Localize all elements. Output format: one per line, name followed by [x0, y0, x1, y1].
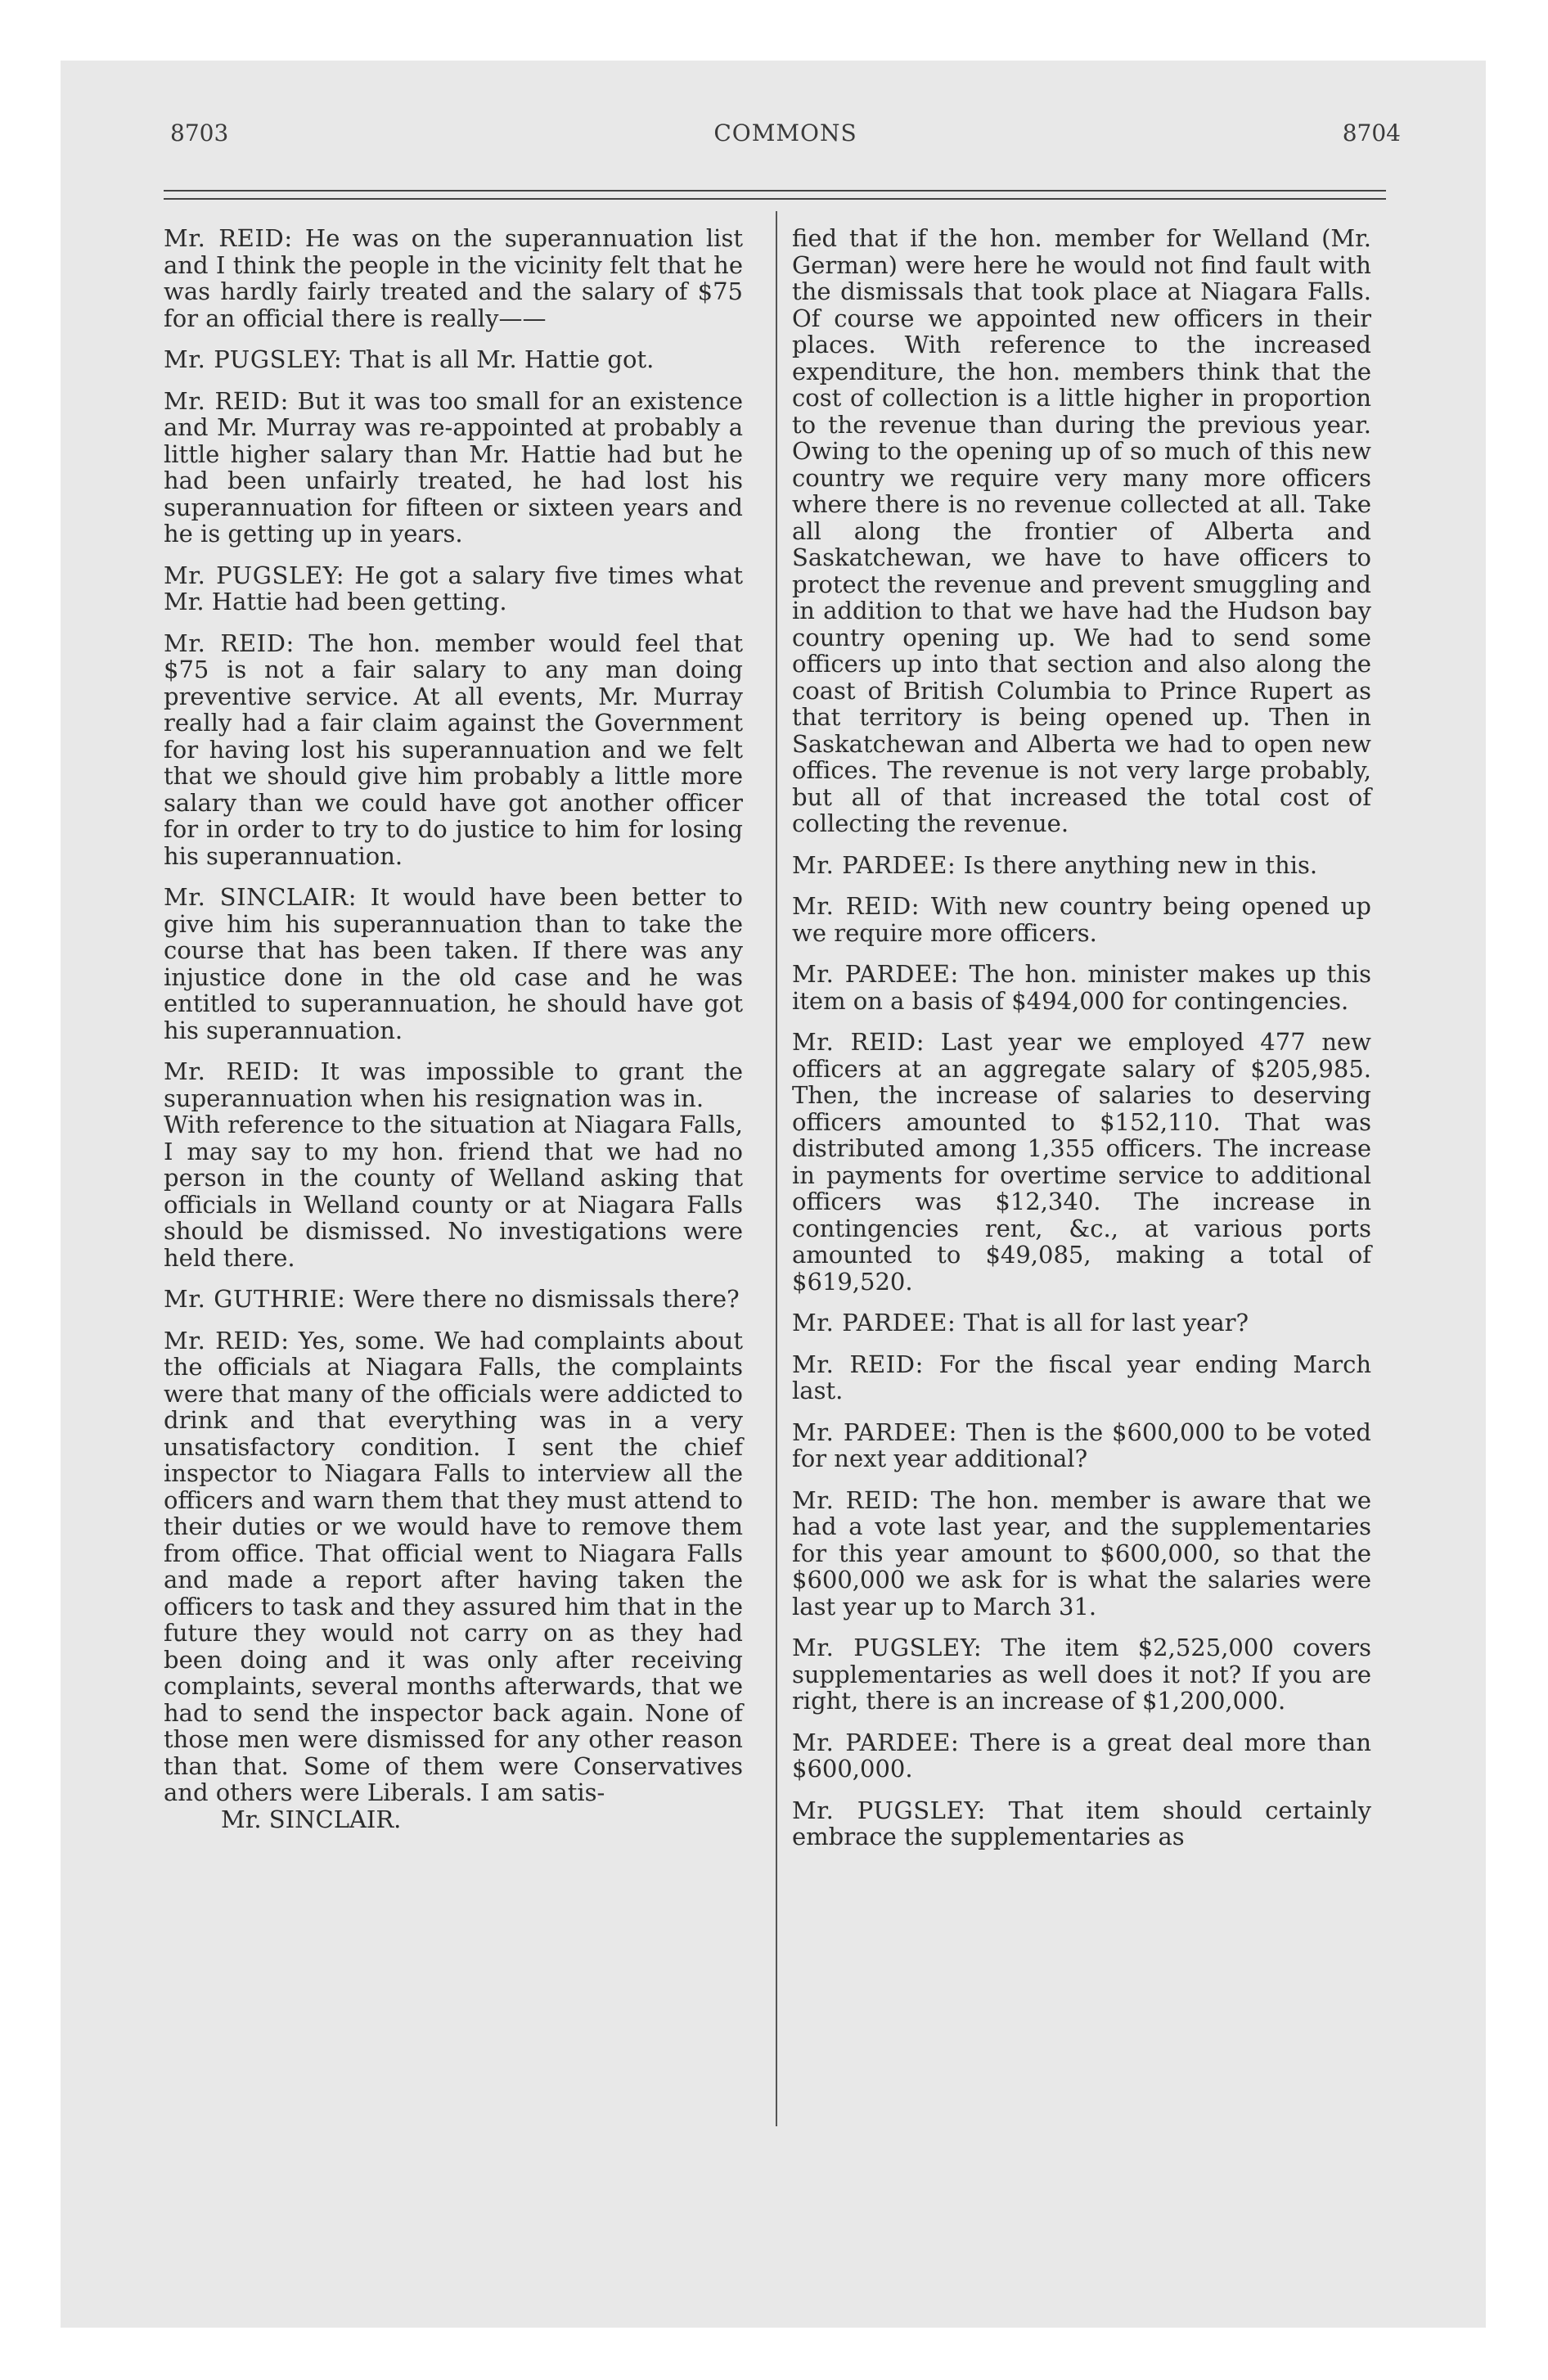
speech-text: There is a great deal more than $600,000.	[792, 1728, 1371, 1783]
speech-text: It was impossible to grant the superannuation when his resignation was in.	[164, 1057, 743, 1112]
speaker-name: Mr. REID:	[164, 224, 293, 252]
paragraph	[164, 1286, 743, 1313]
page-header	[170, 119, 1401, 152]
speaker-name: Mr. PARDEE:	[792, 960, 959, 988]
page-title: COMMONS	[713, 119, 857, 146]
paragraph	[164, 346, 743, 373]
paragraph	[792, 1729, 1371, 1783]
left-page-number: 8703	[170, 119, 229, 146]
column-divider	[776, 211, 777, 2126]
paragraph	[792, 1487, 1371, 1620]
paragraph	[164, 884, 743, 1044]
speaker-name: Mr. PUGSLEY:	[792, 1634, 983, 1661]
speaker-name: Mr. REID:	[164, 629, 295, 657]
speech-text: He got a salary five times what Mr. Hattie had been getting.	[164, 561, 744, 615]
speech-text: With reference to the situation at Niagara Falls, I may say to my hon. friend that we had no person in the county of Welland asking that officials in Welland county or at Niagara Falls should be dismissed. No investigations were held there.	[164, 1111, 743, 1272]
header-rule-bottom	[164, 198, 1386, 200]
speaker-name: Mr. REID:	[792, 1485, 920, 1514]
speaker-name: Mr. PUGSLEY:	[792, 1796, 986, 1824]
paragraph	[792, 852, 1371, 879]
speaker-name: Mr. REID:	[164, 1326, 290, 1355]
speech-text: Were there no dismissals there?	[353, 1285, 740, 1313]
speech-text: With new country being opened up we require more officers.	[792, 892, 1371, 947]
speech-text: The hon. minister makes up this item on a basis of $494,000 for contingencies.	[792, 960, 1372, 1015]
speaker-name: Mr. GUTHRIE:	[164, 1285, 346, 1313]
paragraph	[792, 1634, 1371, 1715]
speaker-name: Mr. PARDEE:	[792, 1418, 958, 1446]
paragraph	[792, 1309, 1371, 1336]
speaker-name: Mr. PARDEE:	[792, 850, 956, 879]
speaker-name: Mr. REID:	[164, 1057, 301, 1085]
speaker-name: Mr. PARDEE:	[792, 1309, 956, 1336]
speech-text: The hon. member is aware that we had a vote last year, and the supplementaries for this year amount to $600,000, so that the $600,000 we ask for is what the salaries were last year up to March 31.	[792, 1485, 1371, 1620]
paragraph	[792, 1351, 1371, 1404]
speech-text: The hon. member would feel that $75 is not a fair salary to any man doing preventive service. At all events, Mr. Murray really had a fair claim against the Government for having lost his superannuation and we felt that we should give him probably a little more salary than we could have got another officer for in order to try to do justice to him for losing his superannuation.	[164, 629, 743, 870]
paragraph	[792, 893, 1371, 946]
paragraph	[792, 1797, 1371, 1850]
speech-text: The item $2,525,000 covers supplementaries as well does it not? If you are right, there is an increase of $1,200,000.	[792, 1634, 1371, 1715]
speaker-name: Mr. PARDEE:	[792, 1728, 960, 1756]
speaker-name: Mr. REID:	[792, 1028, 925, 1056]
speaker-name: Mr. REID:	[164, 386, 289, 415]
speech-text: fied that if the hon. member for Welland (Mr. German) were here he would not find fault with the dismissals that took place at Niagara Falls. Of course we appointed new officers in their places. With reference to the increased expenditure, the hon. members think that the cost of collection is a little higher in proportion to the revenue than during the previous year. Owing to the opening up of so much of this new country we require very many more officers where there is no revenue collected at all. Take all along the frontier of Alberta and Saskatchewan, we have to have officers to protect the revenue and prevent smuggling and in addition to that we have had the Hudson bay country opening up. We had to send some officers up into that section and also along the coast of British Columbia to Prince Rupert as that territory is being opened up. Then in Saskatchewan and Alberta we had to open new offices. The revenue is not very large probably, but all of that increased the total cost of collecting the revenue.	[792, 224, 1371, 837]
paragraph	[164, 388, 743, 548]
speaker-name: Mr. REID:	[792, 1350, 925, 1378]
paragraph	[164, 562, 743, 615]
left-column	[164, 225, 743, 1832]
speech-text: Last year we employed 477 new officers at an aggregate salary of $205,985. Then, the increase of salaries to deserving officers amounted to $152,110. That was distributed among 1,355 officers. The increase in payments for overtime service to additional officers was $12,340. The increase in contingencies rent, &c., at various ports amounted to $49,085, making a total of $619,520.	[792, 1028, 1371, 1296]
speech-text: He was on the superannuation list and I think the people in the vicinity felt that he was hardly fairly treated and the salary of $75 for an official there is really——	[164, 224, 743, 332]
paragraph	[792, 961, 1371, 1014]
speech-text: Yes, some. We had complaints about the officials at Niagara Falls, the complaints were that many of the officials were addicted to drink and that everything was in a very unsatisfactory condition. I sent the chief inspector to Niagara Falls to interview all the officers and warn them that they must attend to their duties or we would have to remove them from office. That official went to Niagara Falls and made a report after having taken the officers to task and they assured him that in the future they would not carry on as they had been doing and it was only after receiving complaints, several months afterwards, that we had to send the inspector back again. None of those men were dismissed for any other reason than that. Some of them were Conservatives and others were Liberals. I am satis-	[164, 1326, 744, 1806]
paragraph	[792, 1419, 1371, 1472]
speaker-name: Mr. PUGSLEY:	[164, 345, 343, 373]
speech-text: But it was too small for an existence and Mr. Murray was re-appointed at probably a little higher salary than Mr. Hattie had but he had been unfairly treated, he had lost his superannuation for fifteen or sixteen years and he is getting up in years.	[164, 386, 743, 548]
paragraph	[164, 1058, 743, 1111]
speech-text: That is all Mr. Hattie got.	[349, 345, 655, 373]
speech-text: For the fiscal year ending March last.	[792, 1350, 1372, 1404]
speech-text: Is there anything new in this.	[963, 850, 1318, 879]
speaker-name: Mr. REID:	[792, 892, 920, 920]
header-rule-top	[164, 190, 1386, 192]
paragraph	[792, 1029, 1371, 1295]
paragraph	[164, 225, 743, 331]
footer-speaker-line	[164, 1806, 743, 1833]
speaker-name: Mr. PUGSLEY:	[164, 561, 345, 589]
speaker-name: Mr. SINCLAIR:	[164, 883, 358, 911]
paragraph	[164, 1111, 743, 1271]
speech-text: That is all for last year?	[963, 1309, 1249, 1336]
speech-text: That item should certainly embrace the supplementaries as	[792, 1796, 1371, 1850]
right-column	[792, 225, 1371, 1850]
paragraph	[164, 1327, 743, 1806]
right-page-number: 8704	[1342, 119, 1401, 146]
speech-text: It would have been better to give him his superannuation than to take the course that has been taken. If there was any injustice done in the old case and he was entitled to superannuation, he should have got his superannuation.	[164, 883, 744, 1044]
footer-speaker-name: Mr. SINCLAIR.	[221, 1805, 402, 1833]
paragraph	[164, 630, 743, 870]
speech-text: Then is the $600,000 to be voted for next year additional?	[792, 1418, 1371, 1472]
paragraph	[792, 225, 1371, 837]
